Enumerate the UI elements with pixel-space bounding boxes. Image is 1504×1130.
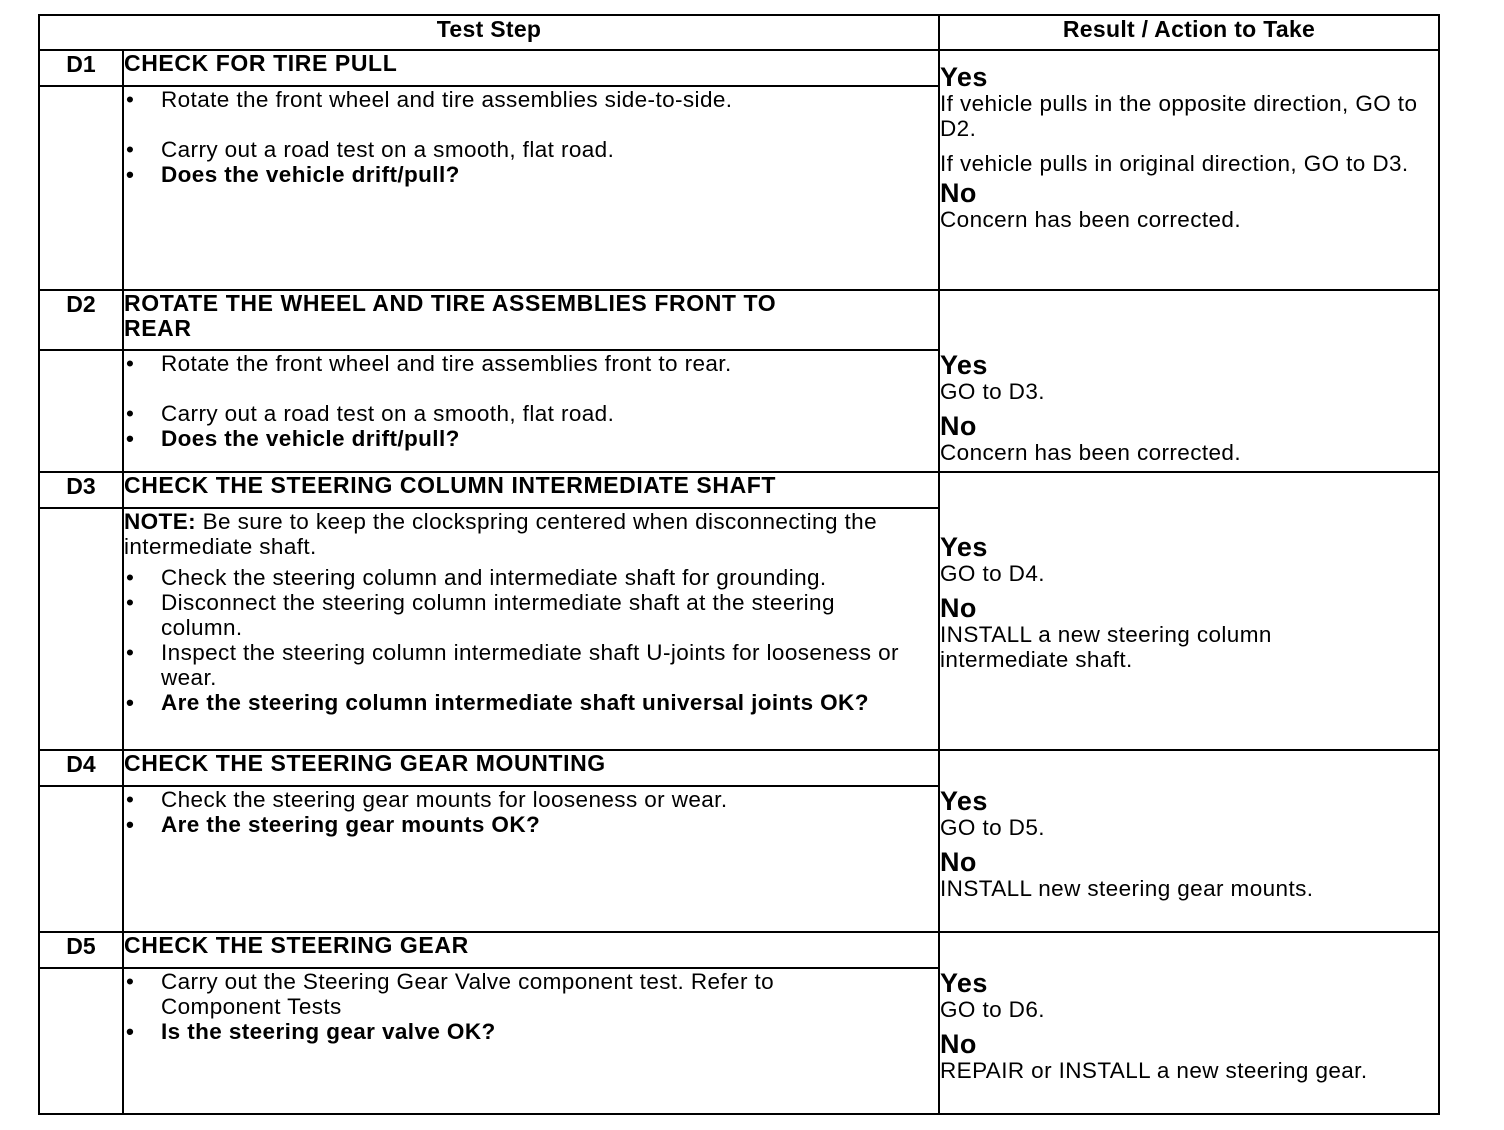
step-d2-id: D2 [39,290,123,350]
step-d1-no-label: No [940,178,977,208]
step-d4-list [124,787,938,837]
step-d2-list [124,351,938,451]
step-d5-question: • Is the steering gear valve OK? [124,1019,878,1044]
step-d3-note-text: Be sure to keep the clockspring centered when disconnecting the intermediate shaft. [124,509,877,559]
step-d2-no-text: Concern has been corrected. [940,440,1241,465]
step-d3-title: CHECK THE STEERING COLUMN INTERMEDIATE SHAFT [123,472,939,508]
header-row [39,15,1439,50]
step-d4-yes-text: GO to D5. [940,815,1045,840]
step-d4-yes-label: Yes [940,786,988,816]
step-d5-list [124,969,878,1044]
step-d2-no-label: No [940,411,977,441]
step-d4-no-label: No [940,847,977,877]
step-d1-id: D1 [39,50,123,86]
step-d3-id: D3 [39,472,123,508]
step-d1-list [124,87,938,187]
step-d2-question: • Does the vehicle drift/pull? [124,426,938,451]
step-d1-yes-label: Yes [940,62,988,92]
step-d3-yes-label: Yes [940,532,988,562]
step-d3-item: • Disconnect the steering column intermediate shaft at the steering column. [124,590,908,640]
diagnostic-table [38,14,1440,1115]
step-d2-title: ROTATE THE WHEEL AND TIRE ASSEMBLIES FRONT TO REAR [123,290,939,350]
step-d5-title-row [39,932,1439,968]
step-d4-item: • Check the steering gear mounts for looseness or wear. [124,787,938,812]
step-d2-title-row [39,290,1439,350]
step-d2-body [123,350,939,472]
step-d4-question: • Are the steering gear mounts OK? [124,812,938,837]
step-d3-result [939,472,1439,750]
step-d2-item: • Rotate the front wheel and tire assemblies front to rear. [124,351,938,376]
header-result-action: Result / Action to Take [939,15,1439,50]
step-d5-id: D5 [39,932,123,968]
step-d2-yes-label: Yes [940,350,988,380]
step-d3-body [123,508,939,750]
step-d1-body [123,86,939,290]
step-d1-title-row [39,50,1439,86]
step-d3-no-label: No [940,593,977,623]
step-d4-no-text: INSTALL new steering gear mounts. [940,876,1314,901]
step-d3-question: • Are the steering column intermediate shaft universal joints OK? [124,690,908,715]
step-d3-no-text: INSTALL a new steering column intermediate shaft. [940,622,1272,672]
step-d3-item: • Check the steering column and intermediate shaft for grounding. [124,565,908,590]
step-d1-result [939,50,1439,290]
step-d3-yes-text: GO to D4. [940,561,1045,586]
step-d1-item: • Rotate the front wheel and tire assemblies side-to-side. [124,87,938,112]
step-d3-list [124,565,908,715]
step-d4-id: D4 [39,750,123,786]
step-d2-yes-text: GO to D3. [940,379,1045,404]
step-d1-yes-text-1: If vehicle pulls in the opposite direction, GO to D2. [940,91,1418,141]
step-d5-yes-text: GO to D6. [940,997,1045,1022]
step-d5-body [123,968,939,1114]
step-d4-result [939,750,1439,932]
step-d4-title: CHECK THE STEERING GEAR MOUNTING [123,750,939,786]
step-d3-item: • Inspect the steering column intermediate shaft U-joints for looseness or wear. [124,640,908,690]
step-d5-item: • Carry out the Steering Gear Valve component test. Refer to Component Tests [124,969,878,1019]
step-d1-no-text: Concern has been corrected. [940,207,1241,232]
step-d1-question: • Does the vehicle drift/pull? [124,162,938,187]
step-d2-result [939,290,1439,472]
step-d5-no-label: No [940,1029,977,1059]
step-d1-item: • Carry out a road test on a smooth, flat road. [124,137,938,162]
step-d3-note-label: NOTE: [124,509,196,534]
step-d3-note [124,509,908,559]
step-d5-result [939,932,1439,1114]
step-d5-no-text: REPAIR or INSTALL a new steering gear. [940,1058,1368,1083]
header-test-step: Test Step [39,15,939,50]
step-d1-yes-text-2: If vehicle pulls in original direction, GO to D3. [940,151,1409,176]
step-d3-title-row [39,472,1439,508]
step-d5-title: CHECK THE STEERING GEAR [123,932,939,968]
step-d5-yes-label: Yes [940,968,988,998]
step-d4-title-row [39,750,1439,786]
step-d4-body [123,786,939,932]
step-d1-title: CHECK FOR TIRE PULL [123,50,939,86]
step-d2-item: • Carry out a road test on a smooth, flat road. [124,401,938,426]
